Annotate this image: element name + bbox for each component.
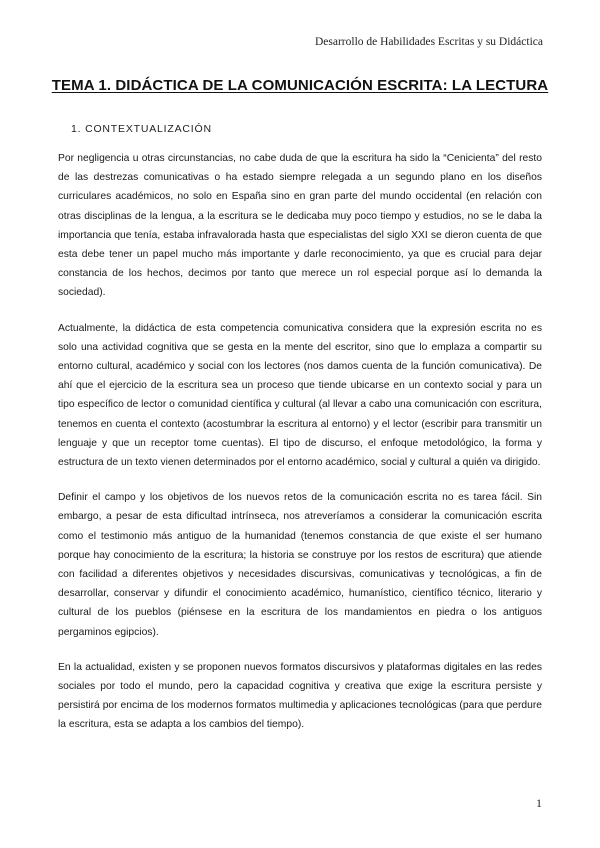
page-title: TEMA 1. DIDÁCTICA DE LA COMUNICACIÓN ESCRITA: LA LECTURA — [51, 77, 549, 94]
running-header: Desarrollo de Habilidades Escritas y su Didáctica — [314, 36, 543, 48]
paragraph-4: En la actualidad, existen y se proponen nuevos formatos discursivos y plataformas digitales en las redes sociales por todo el mundo, pero la capacidad cognitiva y creativa que exige la escritura persiste y persistirá por encima de los modernos formatos multimedia y aplicaciones tecnológicas (para que perdure la escritura, esta se adapta a los cambios del tiempo). — [58, 661, 542, 731]
page-number: 1 — [536, 796, 542, 810]
body-text — [58, 149, 542, 751]
paragraph-3: Definir el campo y los objetivos de los nuevos retos de la comunicación escrita no es tarea fácil. Sin embargo, a pesar de esta dificultad intrínseca, nos atreveríamos a considerar la comunicación escrita como el testimonio más antiguo de la humanidad (tenemos constancia de que existe el ser humano porque hay conocimiento de la escritura; la historia se construye por los restos de escritura) que atiende con facilidad a diferentes objetivos y necesidades discursivas, comunicativas y tecnológicas, a fin de desarrollar, conservar y difundir el conocimiento académico, humanístico, científico técnico, literario y cultural de los pueblos (piénsese en la escritura de los mandamientos en piedra o los antiguos pergaminos egipcios). — [58, 492, 542, 638]
paragraph-2: Actualmente, la didáctica de esta competencia comunicativa considera que la expresión escrita no es solo una actividad cognitiva que se gesta en la mente del escritor, sino que lo emplaza a compartir su entorno cultural, académico y social con los lectores (nos damos cuenta de la función comunicativa). De ahí que el ejercicio de la escritura sea un proceso que tiende ubicarse en un contexto social y para un tipo específico de lector o comunidad científica y cultural (al llevar a cabo una comunicación con escritura, tenemos en cuenta el contexto (acostumbrar la escritura al entorno) y el lector (escribir para transmitir un lenguaje y que un receptor tome cuentas). El tipo de discurso, el enfoque metodológico, la forma y estructura de un texto vienen determinados por el entorno académico, social y cultural a quién va dirigido. — [58, 322, 542, 469]
paragraph-1: Por negligencia u otras circunstancias, no cabe duda de que la escritura ha sido la “Cenicienta” del resto de las destrezas comunicativas o ha estado siempre relegada a un segundo plano en los diseños curriculares académicos, no solo en España sino en gran parte del mundo occidental (en relación con otras disciplinas de la lengua, a la escritura se le dedicaba muy poco tiempo y estudios, no se le daba la importancia que tenía, estaba infravalorada hasta que especialistas del siglo XXI se dieron cuenta de que esta debe tener un papel mucho más importante y darle reconocimiento, ya que es crucial para dejar constancia de los hechos, decimos por tanto que merece un rol especial porque así lo demanda la sociedad). — [58, 153, 542, 299]
section-heading: 1. CONTEXTUALIZACIÓN — [71, 123, 212, 135]
